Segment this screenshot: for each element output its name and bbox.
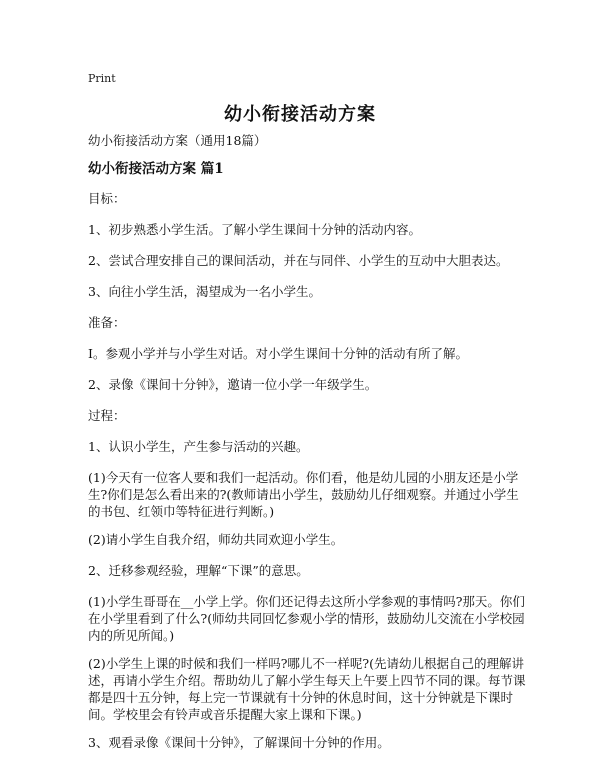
paragraph-process-step-1: 1、认识小学生，产生参与活动的兴趣。 bbox=[88, 439, 309, 454]
section-heading: 幼小衔接活动方案 篇1 bbox=[88, 161, 224, 177]
paragraph-goal-3: 3、向往小学生活，渴望成为一名小学生。 bbox=[88, 284, 321, 299]
paragraph-process-2-1: (1)小学生哥哥在__小学上学。你们还记得去这所小学参观的事情吗?那天。你们在小学里看到了什么?(师幼共同回忆参观小学的情形，鼓励幼儿交流在小学校园内的所见所闻。) bbox=[88, 594, 525, 643]
paragraph-process-step-2: 2、迁移参观经验，理解“下课”的意思。 bbox=[88, 563, 309, 578]
print-label[interactable]: Print bbox=[88, 72, 116, 85]
paragraph-process-2-2: (2)小学生上课的时候和我们一样吗?哪儿不一样呢?(先请幼儿根据自己的理解讲述，再请小学生介绍。帮助幼儿了解小学生每天上午要上四节不同的课。每节课都是四十五分钟，每上完一节课就有十分钟的休息时间，这十分钟就是下课时间。学校里会有铃声或音乐提醒大家上课和下课。) bbox=[88, 656, 526, 722]
document-title: 幼小衔接活动方案 bbox=[224, 104, 376, 125]
paragraph-process-heading: 过程： bbox=[88, 408, 126, 423]
paragraph-goal-1: 1、初步熟悉小学生活。了解小学生课间十分钟的活动内容。 bbox=[88, 222, 421, 237]
paragraph-goals-heading: 目标： bbox=[88, 191, 126, 206]
paragraph-preparation-2: 2、录像《课间十分钟》，邀请一位小学一年级学生。 bbox=[88, 377, 378, 392]
document-subtitle: 幼小衔接活动方案（通用18篇） bbox=[88, 133, 267, 148]
paragraph-process-1-1: (1)今天有一位客人要和我们一起活动。你们看，他是幼儿园的小朋友还是小学生?你们是怎么看出来的?(教师请出小学生，鼓励幼儿仔细观察。并通过小学生的书包、红领巾等特征进行判断。) bbox=[88, 470, 519, 519]
paragraph-preparation-heading: 准备： bbox=[88, 315, 126, 330]
paragraph-preparation-1: I。参观小学并与小学生对话。对小学生课间十分钟的活动有所了解。 bbox=[88, 346, 468, 361]
paragraph-goal-2: 2、尝试合理安排自己的课间活动，并在与同伴、小学生的互动中大胆表达。 bbox=[88, 253, 509, 268]
paragraph-process-step-3: 3、观看录像《课间十分钟》，了解课间十分钟的作用。 bbox=[88, 735, 390, 750]
document-body bbox=[88, 132, 528, 765]
paragraph-process-1-2: (2)请小学生自我介绍，师幼共同欢迎小学生。 bbox=[88, 532, 344, 547]
